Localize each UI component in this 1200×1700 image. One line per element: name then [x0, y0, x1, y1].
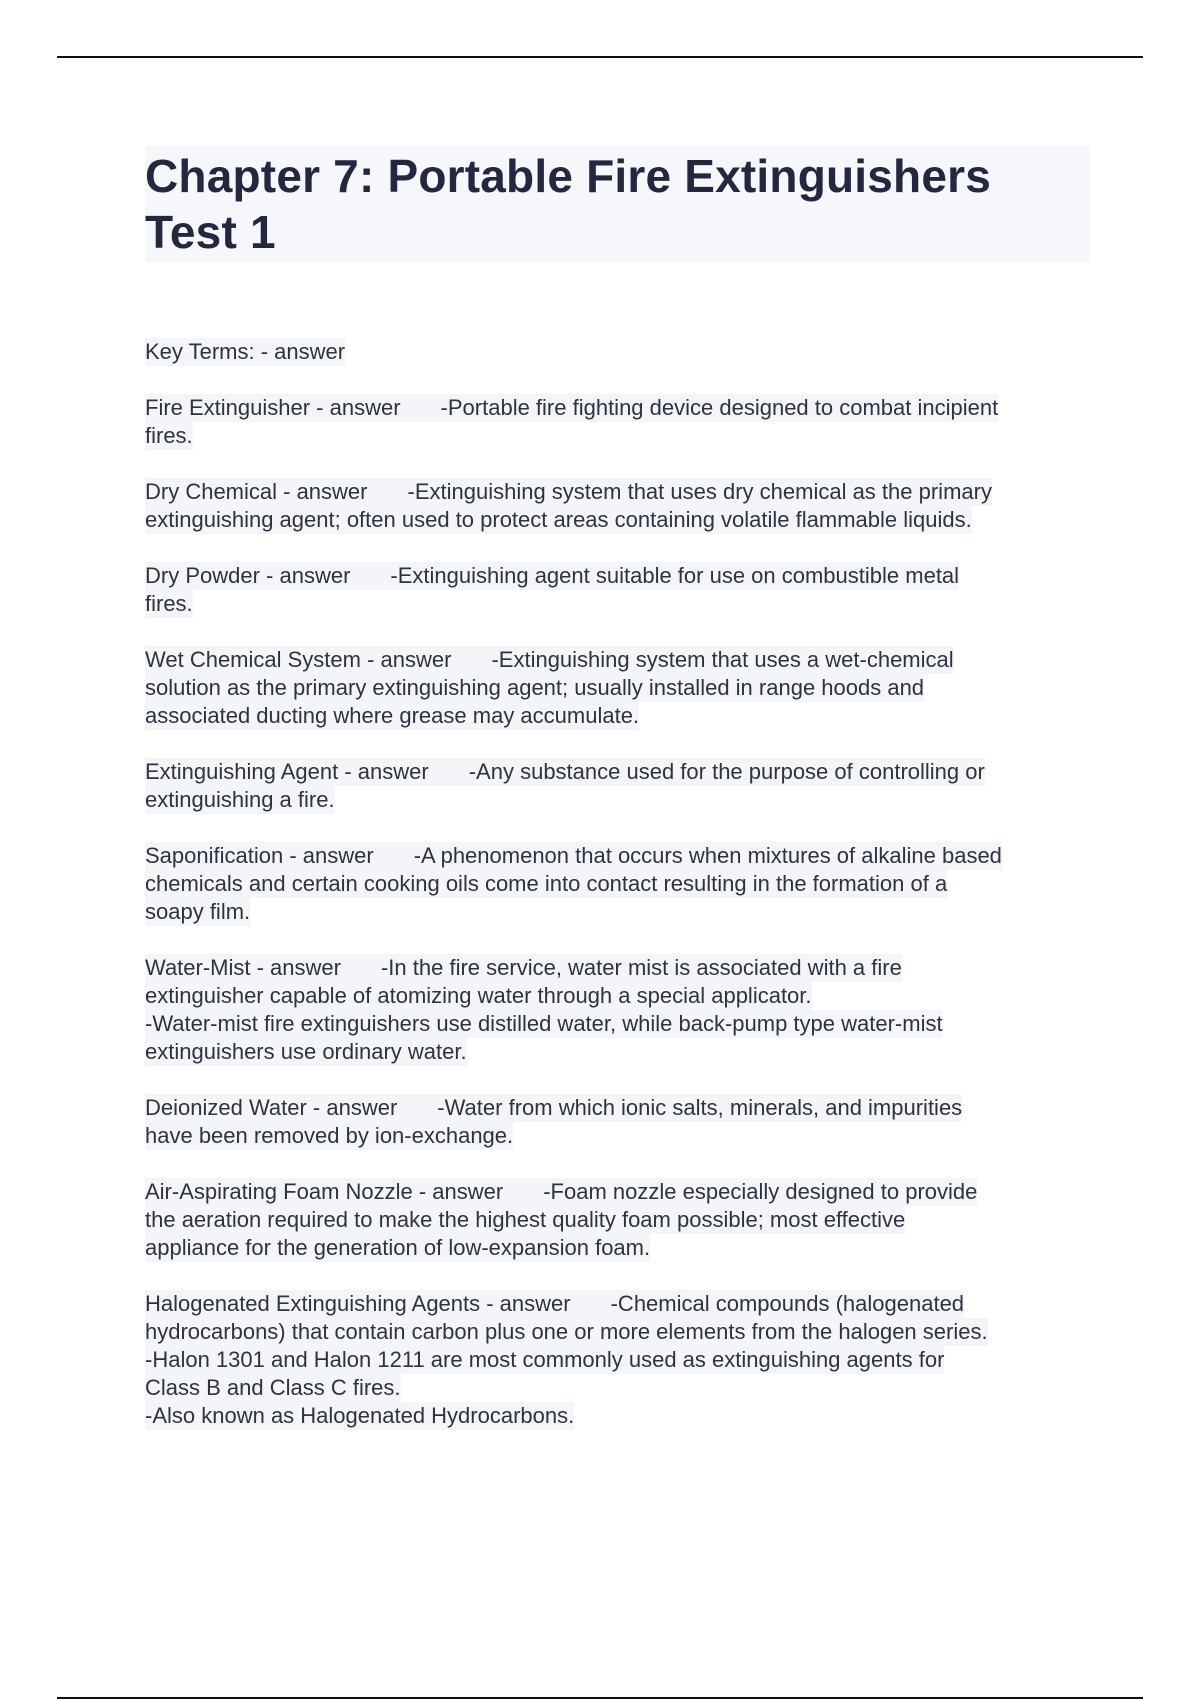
term-first-line — [145, 1290, 964, 1318]
term-label: Fire Extinguisher - answer — [145, 395, 401, 420]
definition-line: soapy film. — [145, 899, 251, 924]
term-label: Dry Powder - answer — [145, 563, 351, 588]
term-first-line — [145, 478, 992, 506]
bottom-rule — [57, 1697, 1143, 1699]
term-label: Dry Chemical - answer — [145, 479, 368, 504]
top-rule — [57, 56, 1143, 58]
term-label: Water-Mist - answer — [145, 955, 341, 980]
definition-line: the aeration required to make the highest quality foam possible; most effective — [145, 1207, 906, 1232]
term-label: Air-Aspirating Foam Nozzle - answer — [145, 1179, 504, 1204]
term-first-line — [145, 1178, 977, 1206]
definition-line: extinguishers use ordinary water. — [145, 1039, 467, 1064]
definition-line: Class B and Class C fires. — [145, 1375, 401, 1400]
definition-line: extinguishing a fire. — [145, 787, 335, 812]
title-block — [145, 146, 1090, 262]
definition-line: chemicals and certain cooking oils come into contact resulting in the formation of a — [145, 871, 948, 896]
term-entry — [145, 1094, 1090, 1150]
term-first-line — [145, 954, 902, 982]
definition-text: -Extinguishing system that uses dry chemical as the primary — [407, 479, 992, 504]
term-first-line — [145, 562, 959, 590]
definition-line: -Halon 1301 and Halon 1211 are most commonly used as extinguishing agents for — [145, 1347, 945, 1372]
intro-text: Key Terms: - answer — [145, 339, 346, 364]
term-label: Deionized Water - answer — [145, 1095, 398, 1120]
term-entry — [145, 394, 1090, 450]
term-entry — [145, 954, 1090, 1066]
page-title — [145, 148, 1090, 260]
term-list — [145, 394, 1090, 1430]
definition-text: -In the fire service, water mist is associated with a fire — [380, 955, 902, 980]
term-label: Halogenated Extinguishing Agents - answer — [145, 1291, 571, 1316]
term-entry — [145, 842, 1090, 926]
title-line-1: Chapter 7: Portable Fire Extinguishers — [145, 150, 992, 202]
term-entry — [145, 562, 1090, 618]
term-label: Wet Chemical System - answer — [145, 647, 452, 672]
title-line-2: Test 1 — [145, 206, 276, 258]
definition-text: -Chemical compounds (halogenated — [610, 1291, 965, 1316]
definition-text: -Extinguishing system that uses a wet-chemical — [491, 647, 954, 672]
definition-text: -Extinguishing agent suitable for use on combustible metal — [390, 563, 960, 588]
definition-line: -Water-mist fire extinguishers use distilled water, while back-pump type water-mist — [145, 1011, 943, 1036]
definition-text: -Water from which ionic salts, minerals, and impurities — [437, 1095, 963, 1120]
term-first-line — [145, 1094, 962, 1122]
term-entry — [145, 758, 1090, 814]
term-first-line — [145, 394, 998, 422]
intro-paragraph — [145, 338, 1090, 366]
term-first-line — [145, 842, 1002, 870]
term-first-line — [145, 646, 954, 674]
definition-text: -A phenomenon that occurs when mixtures of alkaline based — [413, 843, 1002, 868]
term-entry — [145, 1290, 1090, 1430]
term-entry — [145, 646, 1090, 730]
definition-text: -Any substance used for the purpose of controlling or — [468, 759, 985, 784]
document-body — [145, 338, 1090, 1458]
definition-line: fires. — [145, 591, 193, 616]
definition-line: hydrocarbons) that contain carbon plus one or more elements from the halogen series. — [145, 1319, 988, 1344]
term-label: Extinguishing Agent - answer — [145, 759, 429, 784]
definition-line: extinguishing agent; often used to protect areas containing volatile flammable liquids. — [145, 507, 972, 532]
definition-text: -Portable fire fighting device designed to combat incipient — [440, 395, 999, 420]
definition-line: extinguisher capable of atomizing water through a special applicator. — [145, 983, 812, 1008]
definition-line: -Also known as Halogenated Hydrocarbons. — [145, 1403, 575, 1428]
definition-line: fires. — [145, 423, 193, 448]
definition-line: appliance for the generation of low-expansion foam. — [145, 1235, 651, 1260]
definition-text: -Foam nozzle especially designed to provide — [543, 1179, 978, 1204]
definition-line: associated ducting where grease may accumulate. — [145, 703, 640, 728]
term-entry — [145, 1178, 1090, 1262]
term-entry — [145, 478, 1090, 534]
term-first-line — [145, 758, 985, 786]
term-label: Saponification - answer — [145, 843, 374, 868]
definition-line: have been removed by ion-exchange. — [145, 1123, 514, 1148]
definition-line: solution as the primary extinguishing agent; usually installed in range hoods and — [145, 675, 925, 700]
